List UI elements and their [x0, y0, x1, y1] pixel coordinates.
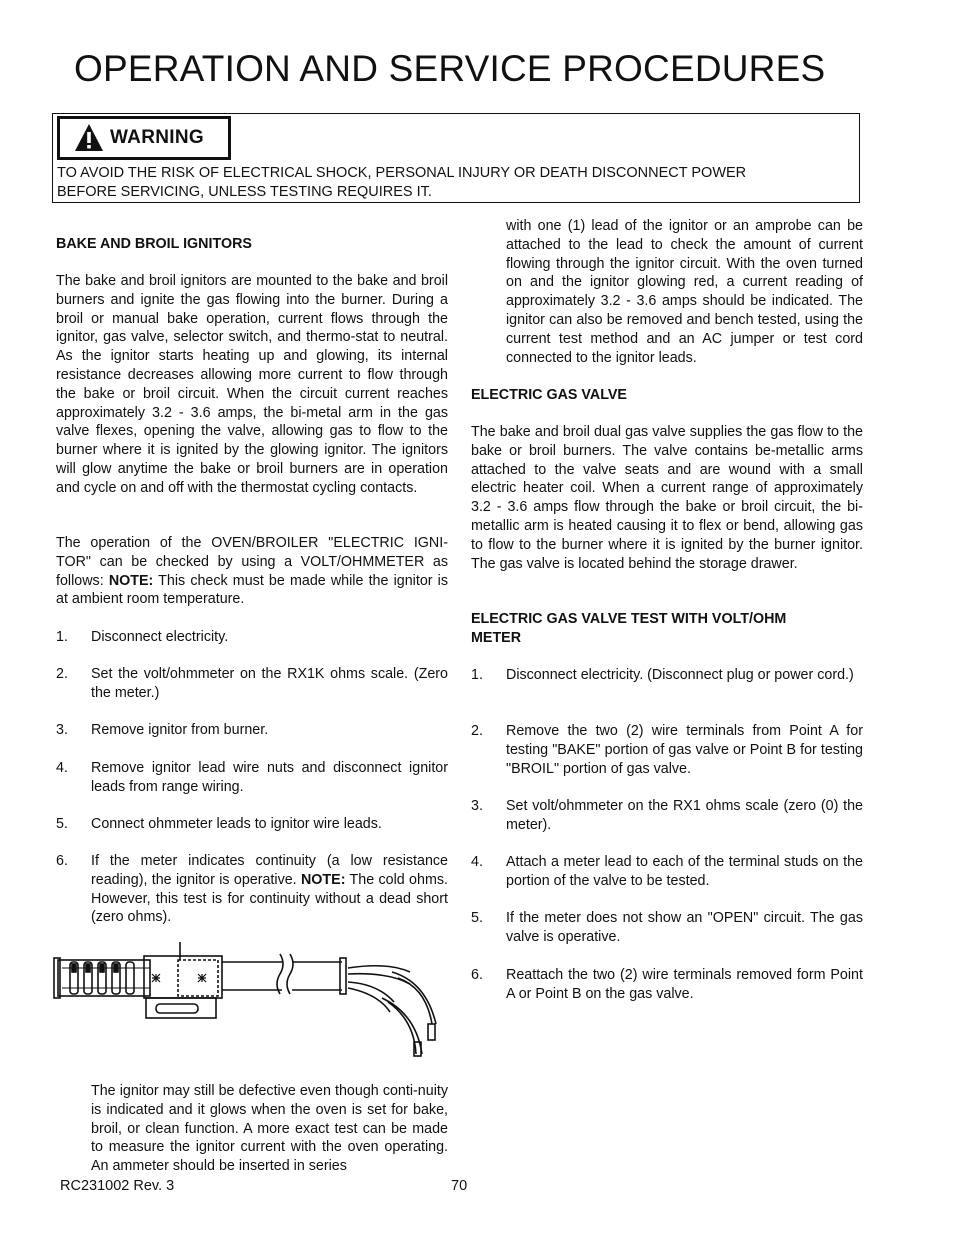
step-number: 5.: [56, 816, 68, 832]
ignitors-paragraph: The bake and broil ignitors are mounted to the bake and broil burners and ignite the gas flowing into the burner. During a broil or manual bake operation, current flows through the ignitor, gas valve, selector switch, and thermo-stat to neutral. As the ignitor starts heating up and glowing, its internal resistance decreases allowing more current to flow through the bake or broil circuit. When the circuit current reaches approximately 3.2 - 3.6 amps, the bi-metal arm in the gas valve flexes, opening the valve, allowing gas to flow to the burner where it is ignited by the glowing ignitor. The ignitors will glow anytime the bake or broil burners are in operation and cycle on and off with the thermostat cycling contacts.: [56, 273, 448, 496]
step-text: If the meter does not show an "OPEN" circuit. The gas valve is operative.: [506, 910, 863, 945]
step-text: Reattach the two (2) wire terminals removed form Point A or Point B on the gas valve.: [506, 967, 863, 1002]
step-number: 1.: [471, 667, 483, 683]
section-heading-valve-test: ELECTRIC GAS VALVE TEST WITH VOLT/OHM METER: [471, 611, 787, 646]
warning-line-2: BEFORE SERVICING, UNLESS TESTING REQUIRES IT.: [57, 184, 432, 200]
note-label: NOTE:: [300, 871, 346, 888]
step-text: Attach a meter lead to each of the terminal studs on the portion of the valve to be tested.: [506, 854, 863, 889]
step-number: 4.: [471, 854, 483, 870]
warning-text: [57, 164, 746, 202]
section-heading-ignitors: BAKE AND BROIL IGNITORS: [56, 236, 252, 252]
check-text-b: This check must be made while the ignitor is at ambient room temperature.: [56, 572, 448, 608]
check-paragraph: [56, 534, 448, 609]
step-text: Set volt/ohmmeter on the RX1 ohms scale (zero (0) the meter).: [506, 798, 863, 833]
document-number: RC231002 Rev. 3: [60, 1178, 175, 1194]
page-number: 70: [451, 1178, 468, 1194]
step-number: 5.: [471, 910, 483, 926]
step-number: 3.: [471, 798, 483, 814]
step6-text-a: If the meter indicates continuity (a low resistance reading), the ignitor is operative.: [91, 853, 448, 888]
step-number: 6.: [56, 853, 68, 869]
step-text: Remove ignitor from burner.: [91, 722, 269, 738]
ignitor-current-paragraph: The ignitor may still be defective even though conti-nuity is indicated and it glows when the oven is set for bake, broil, or clean function. A more exact test can be made to measure the ignitor current with the oven operating. An ammeter should be inserted in series: [91, 1083, 448, 1175]
note-label: NOTE:: [108, 572, 154, 589]
warning-line-1: TO AVOID THE RISK OF ELECTRICAL SHOCK, PERSONAL INJURY OR DEATH DISCONNECT POWER: [57, 165, 747, 181]
step-text: Remove ignitor lead wire nuts and disconnect ignitor leads from range wiring.: [91, 760, 448, 795]
step-text: Disconnect electricity.: [91, 629, 229, 645]
gas-valve-paragraph: The bake and broil dual gas valve supplies the gas flow to the bake or broil burners. The valve contains be-metallic arms attached to the valve seats and are wound with a small electric heater coil. When a current range of approximately 3.2 - 3.6 amps flow through the bake or broil circuit, the bi-metallic arm is heated causing it to flex or bend, allowing gas to flow to the burner where it is ignited by the burner ignitor. The gas valve is located behind the storage drawer.: [471, 424, 863, 572]
step-number: 6.: [471, 967, 483, 983]
current-test-paragraph: with one (1) lead of the ignitor or an amprobe can be attached to the lead to check the amount of current flowing through the ignitor circuit. With the oven turned on and the ignitor glowing red, a current reading of approximately 3.2 - 3.6 amps should be indicated. The ignitor can also be removed and bench tested, using the current test method and an AC jumper or test cord connected to the ignitor leads.: [506, 218, 863, 366]
step-text: [91, 852, 448, 927]
ignitor-illustration: [52, 938, 452, 1060]
check-text-a: The operation of the OVEN/BROILER "ELECTRIC IGNI-TOR" can be checked by using a VOLT/OHMMETER as follows:: [56, 535, 448, 589]
warning-triangle-icon: [74, 123, 104, 153]
warning-label: [57, 116, 231, 160]
step-text: Set the volt/ohmmeter on the RX1K ohms scale. (Zero the meter.): [91, 666, 448, 701]
warning-label-text: WARNING: [110, 127, 204, 148]
step-number: 2.: [56, 666, 68, 682]
step-number: 2.: [471, 723, 483, 739]
section-heading-gas-valve: ELECTRIC GAS VALVE: [471, 387, 627, 403]
step-number: 3.: [56, 722, 68, 738]
step-number: 4.: [56, 760, 68, 776]
step-text: Connect ohmmeter leads to ignitor wire leads.: [91, 816, 382, 832]
step-text: Remove the two (2) wire terminals from Point A for testing "BAKE" portion of gas valve or Point B for testing "BROIL" portion of gas valve.: [506, 723, 863, 777]
page-title: OPERATION AND SERVICE PROCEDURES: [74, 48, 826, 89]
step-text: Disconnect electricity. (Disconnect plug or power cord.): [506, 667, 854, 683]
warning-box: [52, 113, 860, 203]
step6-text-b: The cold ohms. However, this test is for continuity without a dead short (zero ohms).: [91, 871, 448, 926]
step-number: 1.: [56, 629, 68, 645]
